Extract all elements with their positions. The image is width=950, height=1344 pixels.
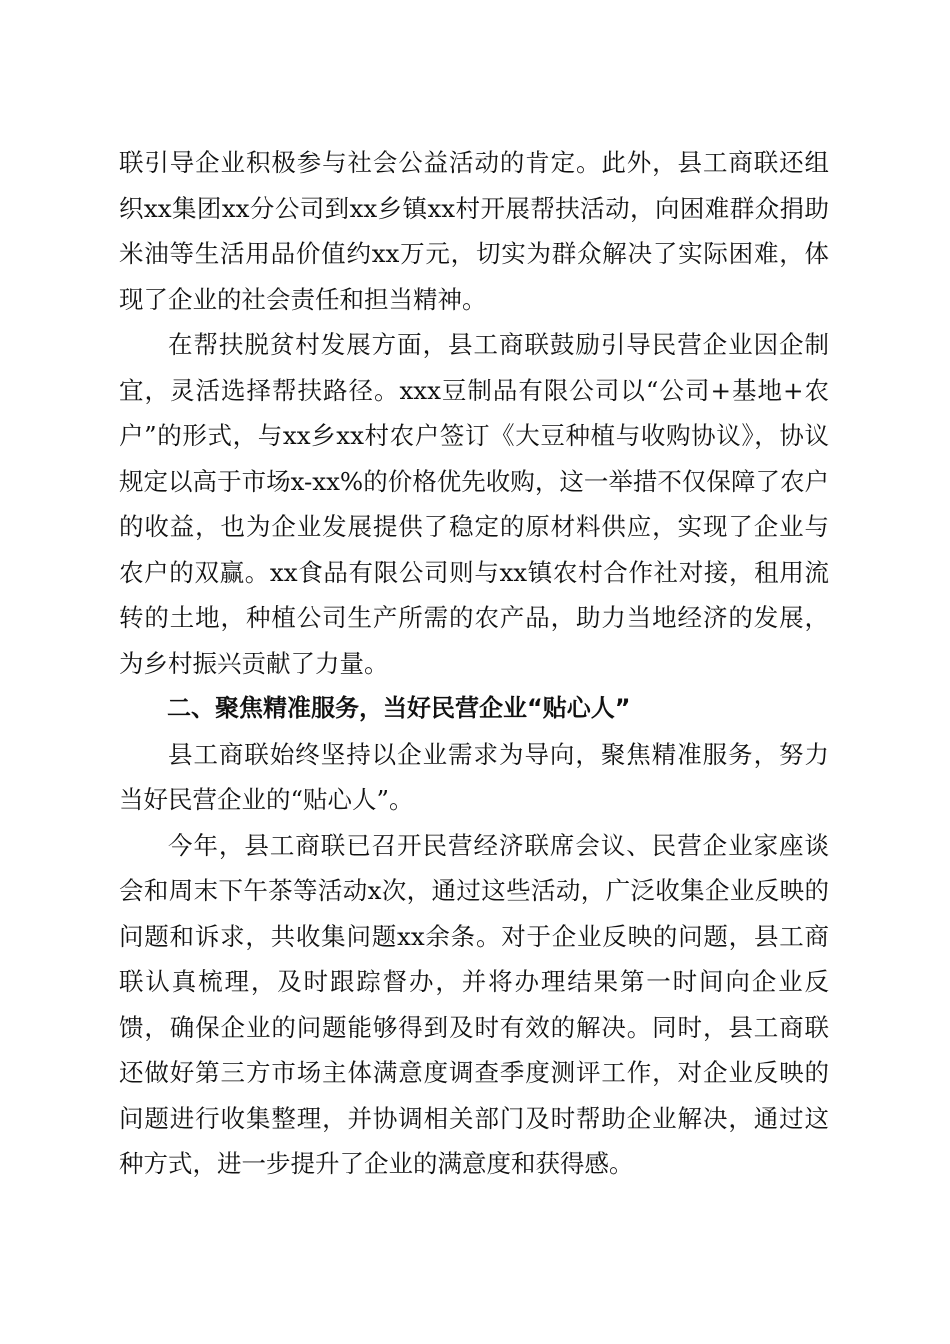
section-heading: 二、聚焦精准服务，当好民营企业“贴心人” [167,694,631,722]
paragraph-service-intro: 县工商联始终坚持以企业需求为导向，聚焦精准服务，努力当好民营企业的“贴心人”。 [119,739,829,814]
paragraph-poverty-village-support: 在帮扶脱贫村发展方面，县工商联鼓励引导民营企业因企制宜，灵活选择帮扶路径。xxx豆制品有限公司以“公司+基地+农户”的形式，与xx乡xx村农户签订《大豆种植与收购协议》，协议规定以高于市场x-xx%的价格优先收购，这一举措不仅保障了农户的收益，也为企业发展提供了稳定的原材料供应，实现了企业与农户的双赢。xx食品有限公司则与xx镇农村合作社对接，租用流转的土地，种植公司生产所需的农产品，助力当地经济的发展，为乡村振兴贡献了力量。 [119,330,829,678]
paragraph-enterprise-feedback: 今年，县工商联已召开民营经济联席会议、民营企业家座谈会和周末下午茶等活动x次，通过这些活动，广泛收集企业反映的问题和诉求，共收集问题xx余条。对于企业反映的问题，县工商联认真梳理，及时跟踪督办，并将办理结果第一时间向企业反馈，确保企业的问题能够得到及时有效的解决。同时，县工商联还做好第三方市场主体满意度调查季度测评工作，对企业反映的问题进行收集整理，并协调相关部门及时帮助企业解决，通过这种方式，进一步提升了企业的满意度和获得感。 [119,830,829,1178]
document-body [119,140,829,1187]
paragraph-continuation: 联引导企业积极参与社会公益活动的肯定。此外，县工商联还组织xx集团xx分公司到xx乡镇xx村开展帮扶活动，向困难群众捐助米油等生活用品价值约xx万元，切实为群众解决了实际困难，体现了企业的社会责任和担当精神。 [119,148,829,314]
